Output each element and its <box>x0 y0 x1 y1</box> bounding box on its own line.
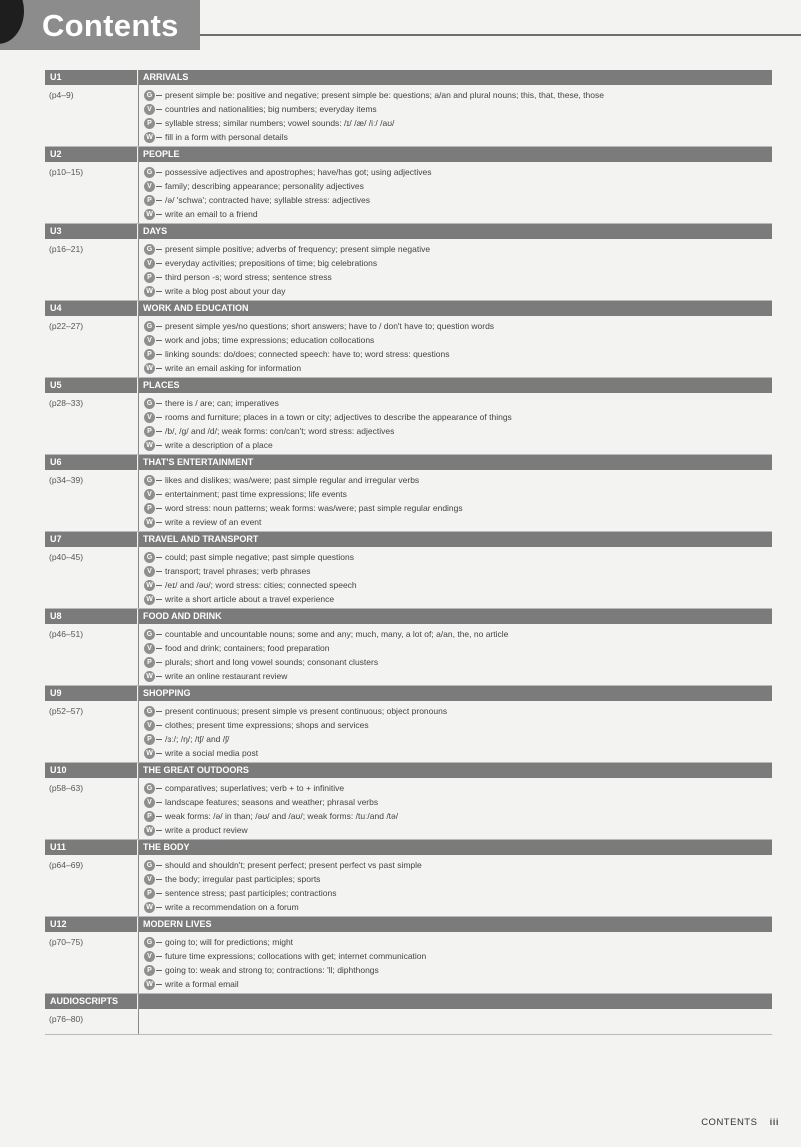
unit-item <box>144 963 772 977</box>
item-text: /ə/ 'schwa'; contracted have; syllable stress: adjectives <box>165 195 370 205</box>
skill-badge-icon: W <box>144 132 155 143</box>
unit-left-column <box>45 378 139 454</box>
skill-badge-icon: P <box>144 657 155 668</box>
unit-right-column <box>139 455 772 531</box>
item-text: /ɜː/; /ŋ/; /tʃ/ and /ʃ/ <box>165 734 230 744</box>
unit-item <box>144 858 772 872</box>
skill-badge-icon: V <box>144 951 155 962</box>
unit-item <box>144 949 772 963</box>
item-dash <box>156 648 162 649</box>
unit-item <box>144 319 772 333</box>
unit-pages: (p10–15) <box>49 167 84 177</box>
unit-items <box>139 85 772 146</box>
unit-items <box>139 239 772 300</box>
skill-badge-icon: W <box>144 825 155 836</box>
unit-row <box>45 686 772 763</box>
item-dash <box>156 571 162 572</box>
item-dash <box>156 802 162 803</box>
item-dash <box>156 830 162 831</box>
skill-badge-icon: G <box>144 475 155 486</box>
unit-item <box>144 809 772 823</box>
skill-badge-icon: W <box>144 748 155 759</box>
unit-pages: (p58–63) <box>49 783 84 793</box>
unit-items <box>139 470 772 531</box>
unit-items <box>139 624 772 685</box>
unit-right-column <box>139 532 772 608</box>
unit-row <box>45 840 772 917</box>
item-dash <box>156 599 162 600</box>
item-text: family; describing appearance; personality adjectives <box>165 181 364 191</box>
unit-left-column <box>45 840 139 916</box>
unit-item <box>144 438 772 452</box>
item-text: should and shouldn't; present perfect; present perfect vs past simple <box>165 860 422 870</box>
item-text: write an online restaurant review <box>165 671 288 681</box>
item-dash <box>156 879 162 880</box>
contents-table <box>45 70 772 1035</box>
skill-badge-icon: V <box>144 643 155 654</box>
item-text: third person -s; word stress; sentence stress <box>165 272 332 282</box>
unit-title: SHOPPING <box>139 686 772 701</box>
skill-badge-icon: P <box>144 965 155 976</box>
unit-left-column <box>45 70 139 146</box>
item-dash <box>156 984 162 985</box>
header-rule <box>200 34 801 36</box>
item-dash <box>156 214 162 215</box>
unit-code: U4 <box>45 301 137 316</box>
item-text: rooms and furniture; places in a town or city; adjectives to describe the appearance of things <box>165 412 512 422</box>
unit-title: MODERN LIVES <box>139 917 772 932</box>
item-text: syllable stress; similar numbers; vowel sounds: /ɪ/ /æ/ /iː/ /aʊ/ <box>165 118 395 128</box>
unit-item <box>144 193 772 207</box>
item-dash <box>156 186 162 187</box>
unit-pages: (p28–33) <box>49 398 84 408</box>
skill-badge-icon: W <box>144 286 155 297</box>
skill-badge-icon: V <box>144 720 155 731</box>
unit-items <box>139 701 772 762</box>
item-text: plurals; short and long vowel sounds; consonant clusters <box>165 657 379 667</box>
unit-title: DAYS <box>139 224 772 239</box>
unit-item <box>144 823 772 837</box>
audioscripts-pages: (p76–80) <box>49 1014 84 1024</box>
skill-badge-icon: V <box>144 874 155 885</box>
audioscripts-code: AUDIOSCRIPTS <box>45 994 137 1009</box>
unit-right-column <box>139 70 772 146</box>
item-dash <box>156 893 162 894</box>
item-dash <box>156 942 162 943</box>
unit-right-column <box>139 686 772 762</box>
unit-item <box>144 935 772 949</box>
skill-badge-icon: G <box>144 937 155 948</box>
item-dash <box>156 662 162 663</box>
unit-right-column <box>139 147 772 223</box>
unit-item <box>144 361 772 375</box>
unit-pages: (p70–75) <box>49 937 84 947</box>
unit-item <box>144 424 772 438</box>
unit-items <box>139 162 772 223</box>
item-dash <box>156 956 162 957</box>
item-text: write a social media post <box>165 748 259 758</box>
skill-badge-icon: G <box>144 783 155 794</box>
skill-badge-icon: W <box>144 594 155 605</box>
unit-item <box>144 795 772 809</box>
item-dash <box>156 326 162 327</box>
item-text: write a blog post about your day <box>165 286 286 296</box>
item-dash <box>156 368 162 369</box>
page-footer <box>701 1117 779 1128</box>
unit-left-column <box>45 763 139 839</box>
skill-badge-icon: G <box>144 629 155 640</box>
unit-right-column <box>139 224 772 300</box>
footer-label: CONTENTS <box>701 1117 758 1128</box>
item-text: write a description of a place <box>165 440 273 450</box>
unit-title: THE BODY <box>139 840 772 855</box>
item-dash <box>156 277 162 278</box>
item-text: write a recommendation on a forum <box>165 902 299 912</box>
unit-item <box>144 410 772 424</box>
skill-badge-icon: P <box>144 811 155 822</box>
item-dash <box>156 522 162 523</box>
item-dash <box>156 907 162 908</box>
unit-item <box>144 550 772 564</box>
item-text: present continuous; present simple vs present continuous; object pronouns <box>165 706 448 716</box>
unit-item <box>144 501 772 515</box>
unit-code: U6 <box>45 455 137 470</box>
unit-right-column <box>139 763 772 839</box>
unit-title: THE GREAT OUTDOORS <box>139 763 772 778</box>
item-dash <box>156 753 162 754</box>
unit-title: WORK AND EDUCATION <box>139 301 772 316</box>
unit-code: U7 <box>45 532 137 547</box>
unit-pages: (p40–45) <box>49 552 84 562</box>
unit-pages: (p4–9) <box>49 90 74 100</box>
skill-badge-icon: P <box>144 195 155 206</box>
unit-right-column <box>139 840 772 916</box>
skill-badge-icon: W <box>144 979 155 990</box>
item-dash <box>156 137 162 138</box>
item-dash <box>156 676 162 677</box>
item-dash <box>156 508 162 509</box>
item-dash <box>156 788 162 789</box>
item-text: future time expressions; collocations with get; internet communication <box>165 951 427 961</box>
unit-left-column <box>45 609 139 685</box>
skill-badge-icon: P <box>144 349 155 360</box>
skill-badge-icon: V <box>144 797 155 808</box>
unit-item <box>144 88 772 102</box>
item-dash <box>156 340 162 341</box>
item-text: present simple be: positive and negative; present simple be: questions; a/an and plural nouns; this, that, these, those <box>165 90 604 100</box>
unit-code: U10 <box>45 763 137 778</box>
item-dash <box>156 417 162 418</box>
skill-badge-icon: V <box>144 489 155 500</box>
item-text: countable and uncountable nouns; some and any; much, many, a lot of; a/an, the, no article <box>165 629 509 639</box>
unit-item <box>144 746 772 760</box>
unit-pages: (p46–51) <box>49 629 84 639</box>
unit-left-column <box>45 224 139 300</box>
item-dash <box>156 494 162 495</box>
skill-badge-icon: W <box>144 671 155 682</box>
skill-badge-icon: V <box>144 104 155 115</box>
unit-item <box>144 102 772 116</box>
unit-row <box>45 224 772 301</box>
item-text: fill in a form with personal details <box>165 132 288 142</box>
item-text: /b/, /g/ and /d/; weak forms: con/can't; word stress: adjectives <box>165 426 395 436</box>
unit-row <box>45 147 772 224</box>
unit-items <box>139 393 772 454</box>
unit-row <box>45 532 772 609</box>
item-dash <box>156 711 162 712</box>
unit-item <box>144 592 772 606</box>
skill-badge-icon: P <box>144 734 155 745</box>
item-text: clothes; present time expressions; shops and services <box>165 720 369 730</box>
skill-badge-icon: V <box>144 258 155 269</box>
item-text: likes and dislikes; was/were; past simple regular and irregular verbs <box>165 475 420 485</box>
unit-row <box>45 917 772 994</box>
skill-badge-icon: P <box>144 888 155 899</box>
unit-code: U9 <box>45 686 137 701</box>
unit-items <box>139 855 772 916</box>
item-text: entertainment; past time expressions; life events <box>165 489 347 499</box>
item-text: present simple positive; adverbs of frequency; present simple negative <box>165 244 431 254</box>
unit-item <box>144 396 772 410</box>
unit-pages: (p16–21) <box>49 244 84 254</box>
skill-badge-icon: G <box>144 90 155 101</box>
item-text: write an email to a friend <box>165 209 258 219</box>
item-text: landscape features; seasons and weather; phrasal verbs <box>165 797 379 807</box>
item-dash <box>156 291 162 292</box>
unit-code: U3 <box>45 224 137 239</box>
unit-title: FOOD AND DRINK <box>139 609 772 624</box>
item-text: write a formal email <box>165 979 239 989</box>
item-text: comparatives; superlatives; verb + to + infinitive <box>165 783 345 793</box>
unit-code: U11 <box>45 840 137 855</box>
skill-badge-icon: P <box>144 503 155 514</box>
unit-item <box>144 977 772 991</box>
unit-items <box>139 778 772 839</box>
unit-row <box>45 70 772 147</box>
item-dash <box>156 480 162 481</box>
item-dash <box>156 445 162 446</box>
skill-badge-icon: V <box>144 335 155 346</box>
unit-left-column <box>45 301 139 377</box>
unit-left-column <box>45 686 139 762</box>
unit-title: PEOPLE <box>139 147 772 162</box>
unit-title: ARRIVALS <box>139 70 772 85</box>
unit-item <box>144 207 772 221</box>
item-dash <box>156 585 162 586</box>
unit-item <box>144 872 772 886</box>
unit-pages: (p22–27) <box>49 321 84 331</box>
unit-pages: (p52–57) <box>49 706 84 716</box>
unit-item <box>144 130 772 144</box>
item-text: countries and nationalities; big numbers; everyday items <box>165 104 377 114</box>
unit-title: THAT'S ENTERTAINMENT <box>139 455 772 470</box>
unit-item <box>144 732 772 746</box>
item-text: write a review of an event <box>165 517 262 527</box>
page-title: Contents <box>42 8 179 43</box>
skill-badge-icon: W <box>144 902 155 913</box>
item-text: linking sounds: do/does; connected speech: have to; word stress: questions <box>165 349 450 359</box>
skill-badge-icon: W <box>144 440 155 451</box>
skill-badge-icon: G <box>144 167 155 178</box>
skill-badge-icon: G <box>144 398 155 409</box>
unit-code: U5 <box>45 378 137 393</box>
item-text: could; past simple negative; past simple questions <box>165 552 354 562</box>
unit-item <box>144 669 772 683</box>
unit-left-column <box>45 917 139 993</box>
audioscripts-items <box>139 1009 772 1034</box>
unit-item <box>144 473 772 487</box>
unit-item <box>144 256 772 270</box>
unit-item <box>144 886 772 900</box>
item-dash <box>156 739 162 740</box>
item-dash <box>156 200 162 201</box>
unit-item <box>144 179 772 193</box>
item-dash <box>156 95 162 96</box>
unit-right-column <box>139 301 772 377</box>
skill-badge-icon: V <box>144 566 155 577</box>
skill-badge-icon: W <box>144 580 155 591</box>
unit-left-column <box>45 994 139 1034</box>
item-text: word stress: noun patterns; weak forms: was/were; past simple regular endings <box>165 503 463 513</box>
unit-item <box>144 627 772 641</box>
skill-badge-icon: G <box>144 860 155 871</box>
skill-badge-icon: G <box>144 706 155 717</box>
unit-left-column <box>45 455 139 531</box>
item-dash <box>156 109 162 110</box>
item-text: /eɪ/ and /əʊ/; word stress: cities; connected speech <box>165 580 357 590</box>
unit-item <box>144 284 772 298</box>
unit-item <box>144 347 772 361</box>
unit-left-column <box>45 147 139 223</box>
unit-item <box>144 165 772 179</box>
unit-row <box>45 763 772 840</box>
unit-row <box>45 609 772 686</box>
item-text: the body; irregular past participles; sports <box>165 874 321 884</box>
unit-item <box>144 116 772 130</box>
page-number: iii <box>769 1117 779 1128</box>
skill-badge-icon: G <box>144 244 155 255</box>
unit-code: U2 <box>45 147 137 162</box>
unit-item <box>144 270 772 284</box>
item-text: weak forms: /ə/ in than; /əʊ/ and /aʊ/; weak forms: /tuː/and /tə/ <box>165 811 399 821</box>
skill-badge-icon: W <box>144 517 155 528</box>
item-text: sentence stress; past participles; contractions <box>165 888 337 898</box>
item-text: there is / are; can; imperatives <box>165 398 279 408</box>
unit-item <box>144 333 772 347</box>
unit-right-column <box>139 378 772 454</box>
skill-badge-icon: V <box>144 181 155 192</box>
item-text: present simple yes/no questions; short answers; have to / don't have to; question words <box>165 321 495 331</box>
unit-item <box>144 242 772 256</box>
unit-item <box>144 515 772 529</box>
item-text: going to; will for predictions; might <box>165 937 294 947</box>
unit-item <box>144 655 772 669</box>
unit-code: U8 <box>45 609 137 624</box>
item-dash <box>156 865 162 866</box>
item-text: possessive adjectives and apostrophes; have/has got; using adjectives <box>165 167 432 177</box>
item-text: everyday activities; prepositions of time; big celebrations <box>165 258 378 268</box>
skill-badge-icon: P <box>144 272 155 283</box>
item-dash <box>156 970 162 971</box>
item-dash <box>156 816 162 817</box>
item-text: transport; travel phrases; verb phrases <box>165 566 311 576</box>
unit-left-column <box>45 532 139 608</box>
item-text: work and jobs; time expressions; education collocations <box>165 335 375 345</box>
unit-item <box>144 487 772 501</box>
unit-pages: (p64–69) <box>49 860 84 870</box>
unit-code: U1 <box>45 70 137 85</box>
unit-items <box>139 932 772 993</box>
skill-badge-icon: V <box>144 412 155 423</box>
item-text: going to: weak and strong to; contractions: 'll; diphthongs <box>165 965 379 975</box>
unit-item <box>144 704 772 718</box>
skill-badge-icon: G <box>144 552 155 563</box>
item-dash <box>156 123 162 124</box>
item-text: food and drink; containers; food preparation <box>165 643 330 653</box>
item-dash <box>156 634 162 635</box>
unit-code: U12 <box>45 917 137 932</box>
audioscripts-row <box>45 994 772 1035</box>
skill-badge-icon: W <box>144 363 155 374</box>
unit-items <box>139 316 772 377</box>
unit-item <box>144 781 772 795</box>
item-dash <box>156 249 162 250</box>
item-text: write an email asking for information <box>165 363 302 373</box>
page-header <box>0 0 801 50</box>
unit-row <box>45 301 772 378</box>
unit-items <box>139 547 772 608</box>
unit-row <box>45 378 772 455</box>
unit-title: TRAVEL AND TRANSPORT <box>139 532 772 547</box>
skill-badge-icon: W <box>144 209 155 220</box>
unit-right-column <box>139 917 772 993</box>
skill-badge-icon: G <box>144 321 155 332</box>
skill-badge-icon: P <box>144 118 155 129</box>
unit-item <box>144 578 772 592</box>
unit-pages: (p34–39) <box>49 475 84 485</box>
unit-title: PLACES <box>139 378 772 393</box>
unit-item <box>144 564 772 578</box>
item-dash <box>156 557 162 558</box>
item-dash <box>156 725 162 726</box>
item-dash <box>156 431 162 432</box>
unit-item <box>144 900 772 914</box>
item-dash <box>156 403 162 404</box>
unit-right-column <box>139 994 772 1034</box>
item-dash <box>156 172 162 173</box>
skill-badge-icon: P <box>144 426 155 437</box>
unit-item <box>144 641 772 655</box>
audioscripts-title-bar <box>139 994 772 1009</box>
unit-right-column <box>139 609 772 685</box>
item-dash <box>156 263 162 264</box>
item-text: write a product review <box>165 825 248 835</box>
unit-row <box>45 455 772 532</box>
item-dash <box>156 354 162 355</box>
item-text: write a short article about a travel experience <box>165 594 335 604</box>
unit-item <box>144 718 772 732</box>
